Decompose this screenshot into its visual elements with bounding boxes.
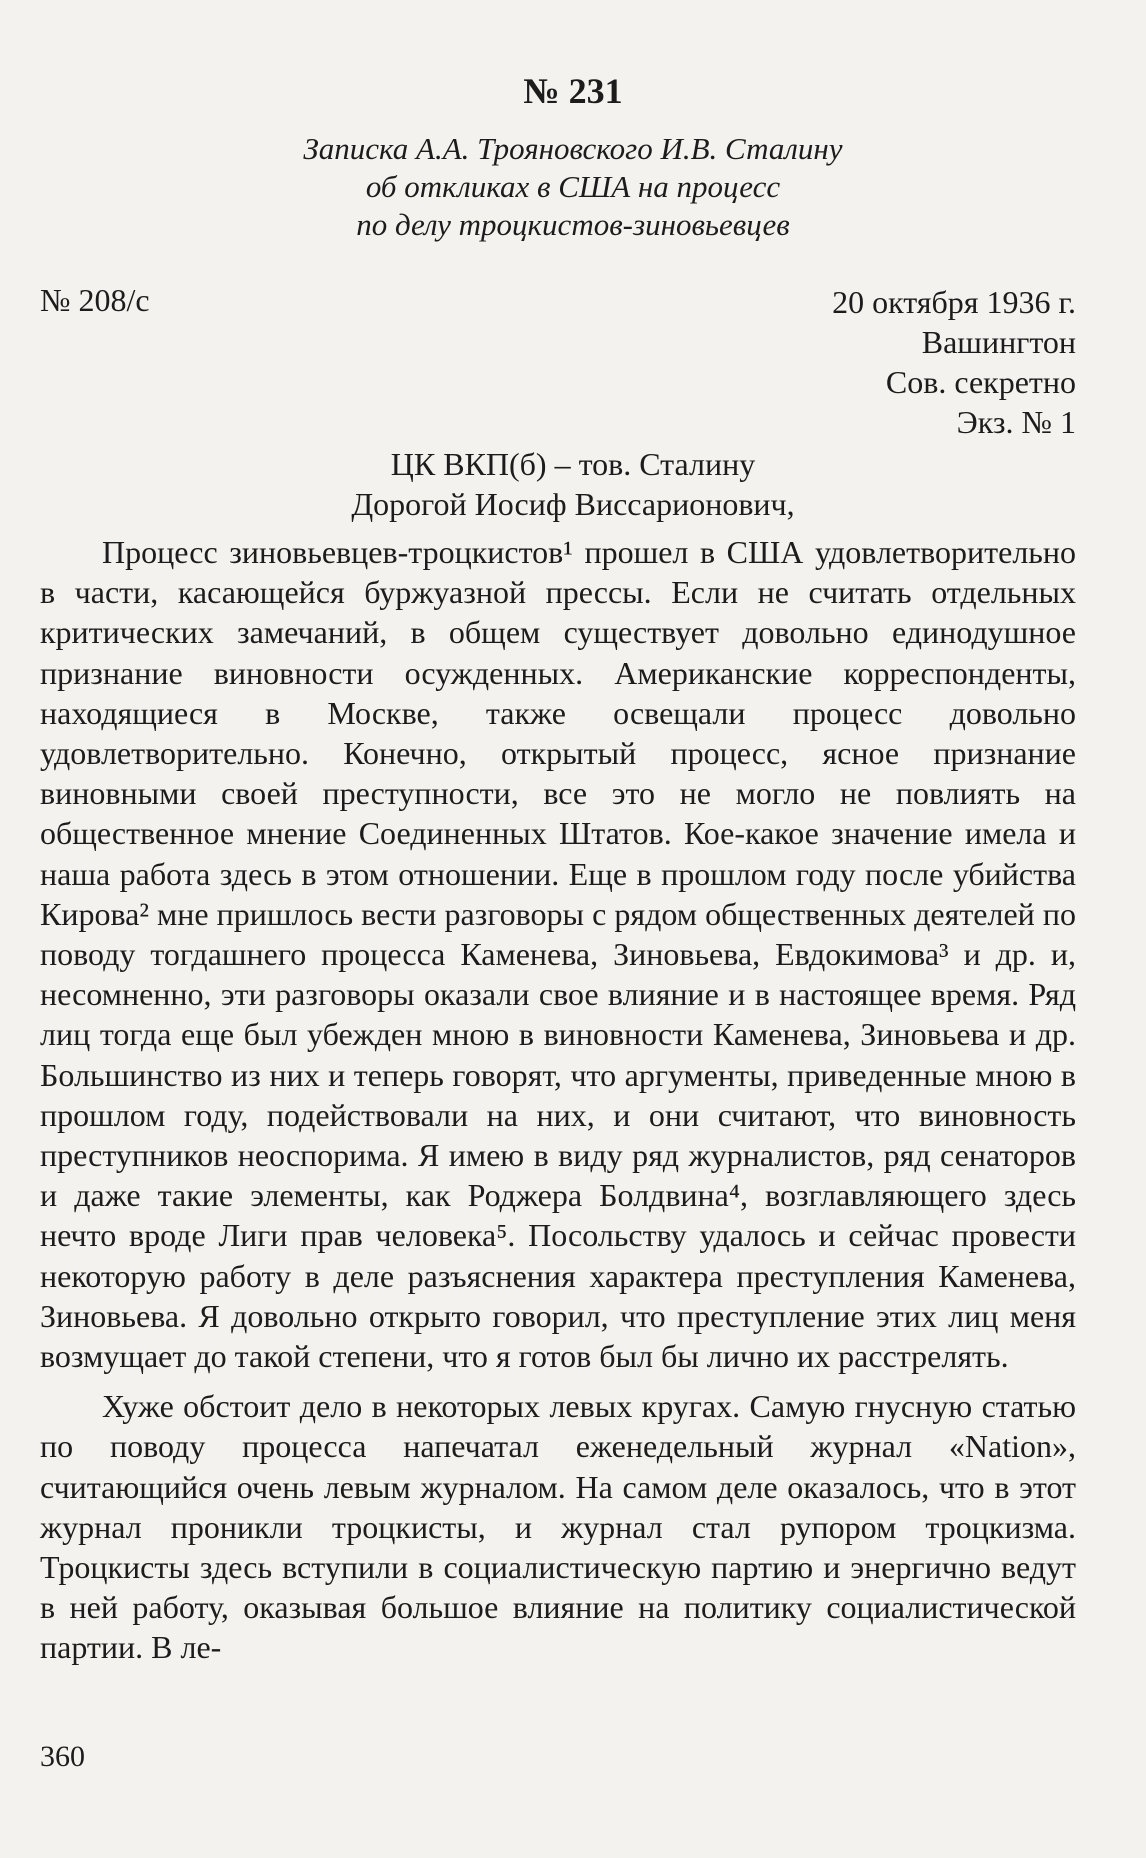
copy-number: Экз. № 1 [956,404,1076,440]
registration-number: № 208/с [40,282,150,318]
title-line: по делу троцкистов-зиновьевцев [356,207,790,242]
body-text [40,532,1076,1668]
page-number: 360 [40,1740,85,1773]
document-date: 20 октября 1936 г. [832,284,1076,320]
document-title [150,130,996,244]
addressee: ЦК ВКП(б) – тов. Сталину [390,446,756,482]
addressee-block [0,444,1146,524]
salutation: Дорогой Иосиф Виссарионович, [351,486,795,522]
document-place: Вашингтон [921,324,1076,360]
document-meta [832,282,1076,442]
paragraph: Процесс зиновьевцев-троцкистов¹ прошел в США удовлетворительно в части, касающейся буржуазной прессы. Если не считать отдельных критических замечаний, в общем существует довольно единодушное признание виновности осужденных. Американские корреспонденты, находящиеся в Москве, также освещали процесс довольно удовлетворительно. Конечно, открытый процесс, ясное признание виновными своей преступности, все это не могло не повлиять на общественное мнение Соединенных Штатов. Кое-какое значение имела и наша работа здесь в этом отношении. Еще в прошлом году после убийства Кирова² мне пришлось вести разговоры с рядом общественных деятелей по поводу тогдашнего процесса Каменева, Зиновьева, Евдокимова³ и др. и, несомненно, эти разговоры оказали свое влияние и в настоящее время. Ряд лиц тогда еще был убежден мною в виновности Каменева, Зиновьева и др. Большинство из них и теперь говорят, что аргументы, приведенные мною в прошлом году, подействовали на них, и они считают, что виновность преступников неоспорима. Я имею в виду ряд журналистов, ряд сенаторов и даже такие элементы, как Роджера Болдвина⁴, возглавляющего здесь нечто вроде Лиги прав человека⁵. Посольству удалось и сейчас провести некоторую работу в деле разъяснения характера преступления Каменева, Зиновьева. Я довольно открыто говорил, что преступление этих лиц меня возмущает до такой степени, что я готов был бы лично их расстрелять. [40,534,1076,1375]
paragraph: Хуже обстоит дело в некоторых левых кругах. Самую гнусную статью по поводу процесса напечатал еженедельный журнал «Nation», считающийся очень левым журналом. На самом деле оказалось, что в этот журнал проникли троцкисты, и журнал стал рупором троцкизма. Троцкисты здесь вступили в социалистическую партию и энергично ведут в ней работу, оказывая большое влияние на политику социалистической партии. В ле- [40,1388,1076,1666]
title-line: об откликах в США на процесс [365,169,781,204]
title-line: Записка А.А. Трояновского И.В. Сталину [303,131,843,166]
document-number: № 231 [523,71,623,111]
classification: Сов. секретно [885,364,1076,400]
